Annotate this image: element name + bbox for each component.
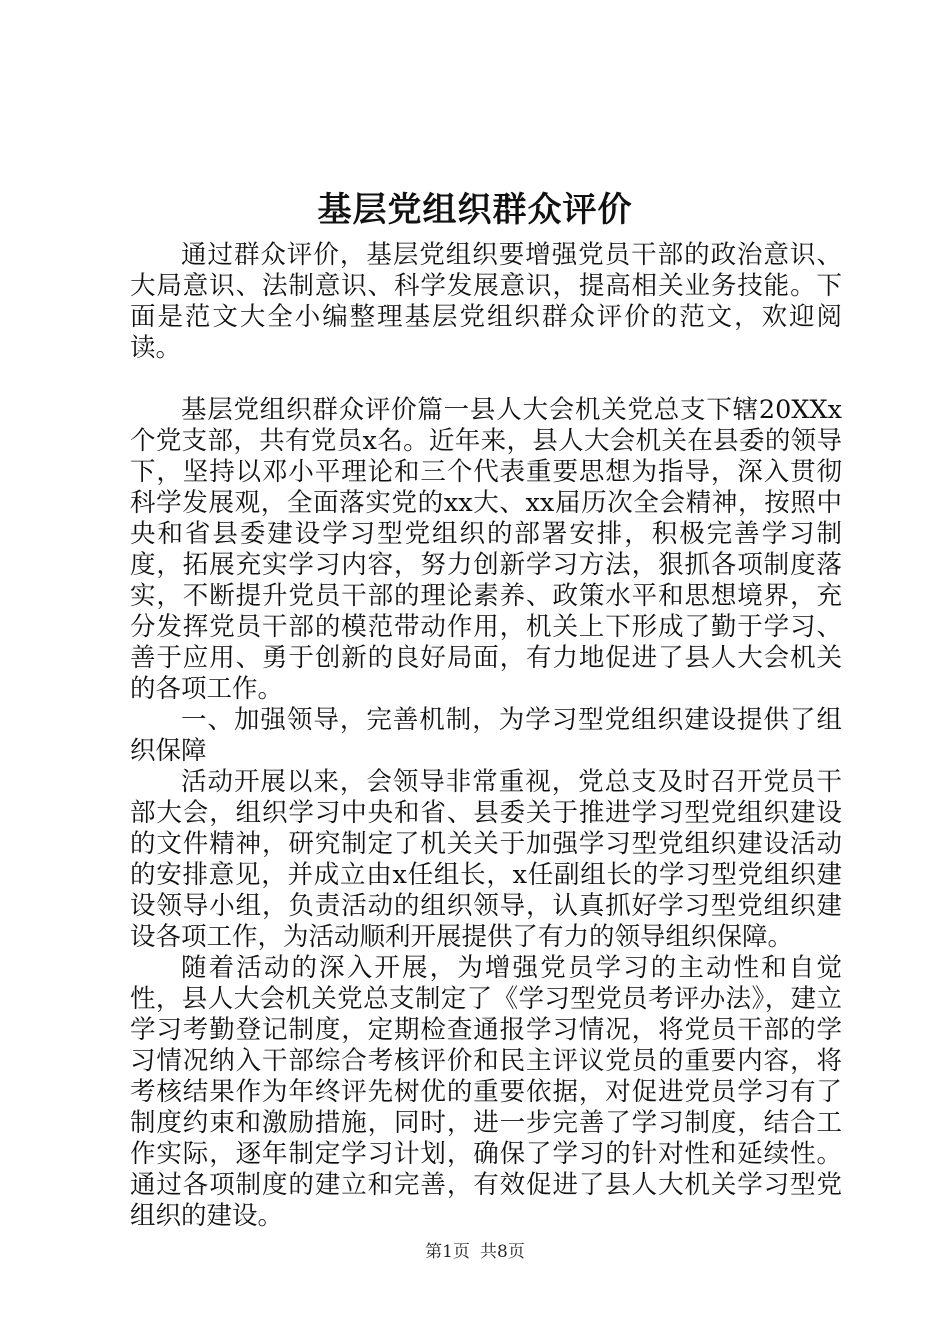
page-footer	[0, 1240, 950, 1264]
section-paragraph-3: 随着活动的深入开展，为增强党员学习的主动性和自觉性，县人大会机关党总支制定了《学习型党员考评办法》，建立学习考勤登记制度，定期检查通报学习情况，将党员干部的学习情况纳入干部综合考核评价和民主评议党员的重要内容，将考核结果作为年终评先树优的重要依据，对促进党员学习有了制度约束和激励措施，同时，进一步完善了学习制度，结合工作实际，逐年制定学习计划，确保了学习的针对性和延续性。通过各项制度的建立和完善，有效促进了县人大机关学习型党组织的建设。	[130, 953, 842, 1231]
page-number: 第1页	[425, 1242, 470, 1262]
document-title: 基层党组织群众评价	[317, 190, 633, 230]
page-total: 共8页	[480, 1242, 525, 1262]
section-heading-1: 一、加强领导，完善机制，为学习型党组织建设提供了组织保障	[130, 705, 842, 766]
section-paragraph-1: 基层党组织群众评价篇一县人大会机关党总支下辖20XXx个党支部，共有党员x名。近年来，县人大会机关在县委的领导下，坚持以邓小平理论和三个代表重要思想为指导，深入贯彻科学发展观，全面落实党的xx大、xx届历次全会精神，按照中央和省县委建设学习型党组织的部署安排，积极完善学习制度，拓展充实学习内容，努力创新学习方法，狠抓各项制度落实，不断提升党员干部的理论素养、政策水平和思想境界，充分发挥党员干部的模范带动作用，机关上下形成了勤于学习、善于应用、勇于创新的良好局面，有力地促进了县人大会机关的各项工作。	[130, 395, 842, 704]
intro-paragraph: 通过群众评价，基层党组织要增强党员干部的政治意识、大局意识、法制意识、科学发展意识，提高相关业务技能。下面是范文大全小编整理基层党组织群众评价的范文，欢迎阅读。	[130, 240, 842, 363]
document-body	[130, 240, 842, 1232]
section-paragraph-2: 活动开展以来，会领导非常重视，党总支及时召开党员干部大会，组织学习中央和省、县委关于推进学习型党组织建设的文件精神，研究制定了机关关于加强学习型党组织建设活动的安排意见，并成立由x任组长，x任副组长的学习型党组织建设领导小组，负责活动的组织领导，认真抓好学习型党组织建设各项工作，为活动顺利开展提供了有力的领导组织保障。	[130, 767, 842, 952]
